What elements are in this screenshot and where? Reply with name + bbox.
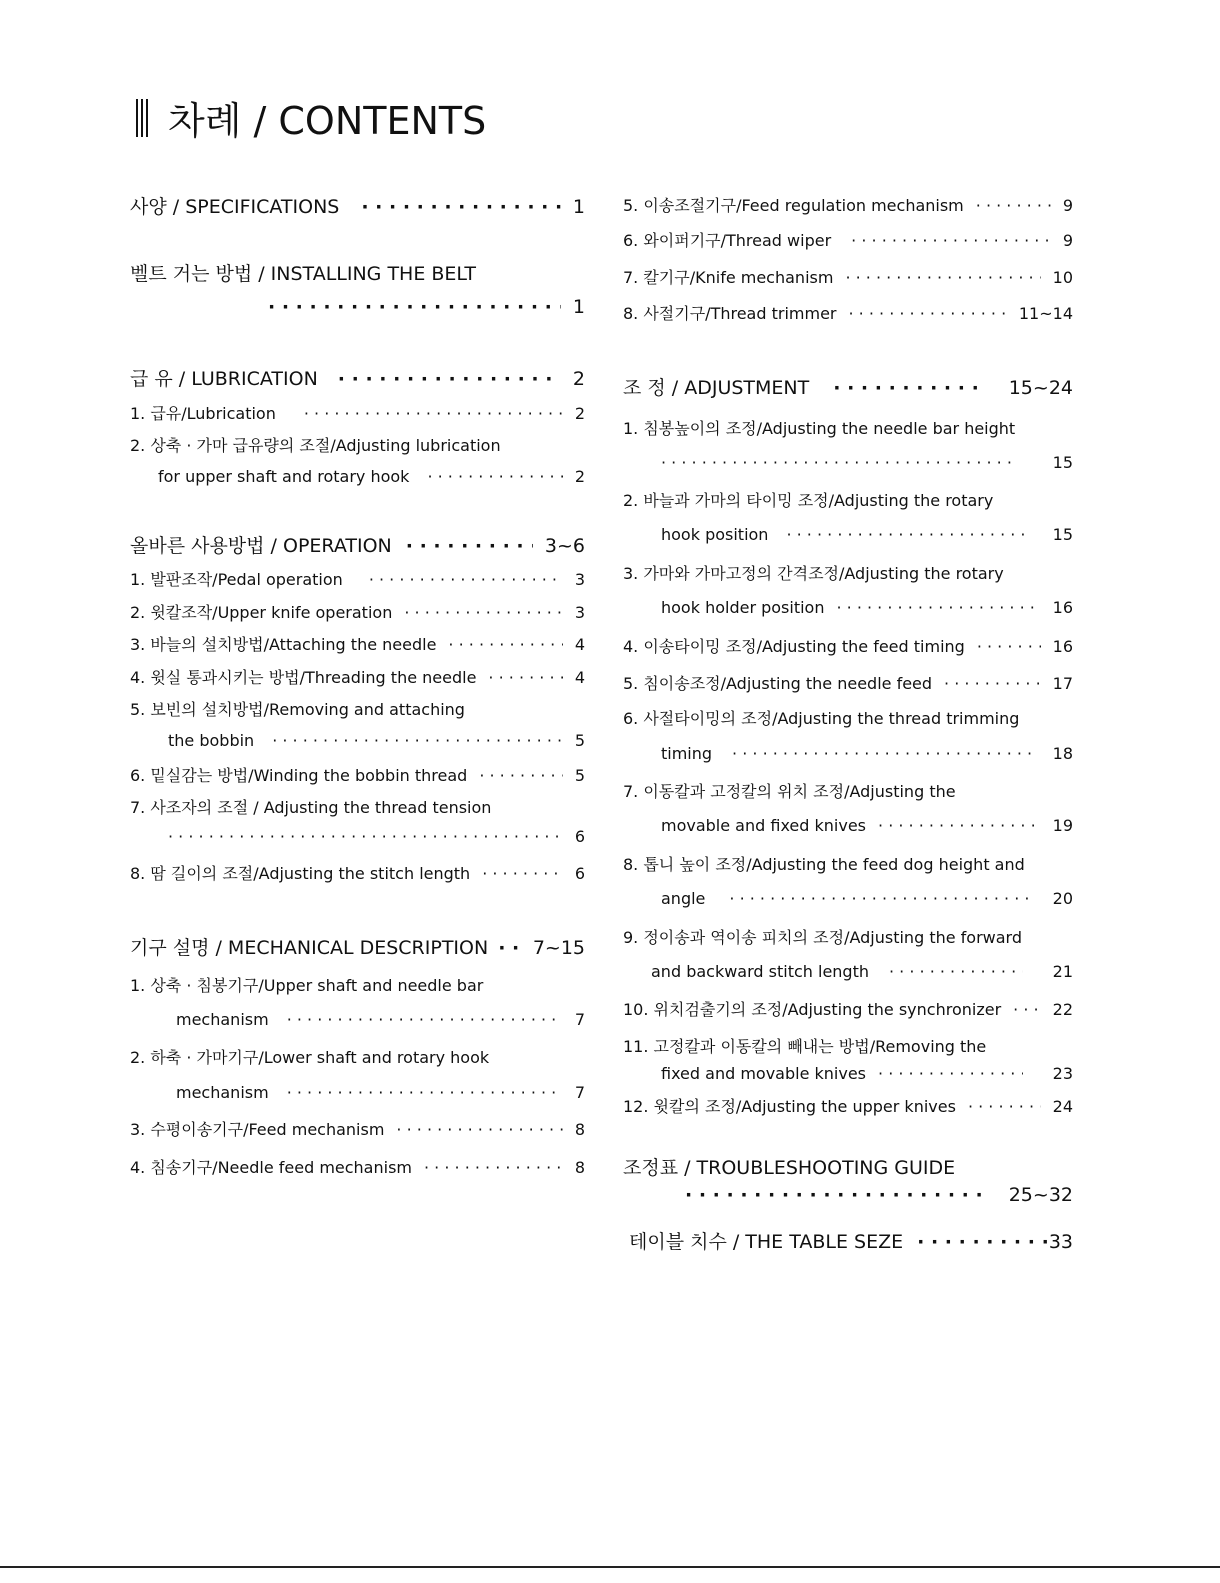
bottom-rule (0, 1566, 1220, 1568)
toc-item-knife-mechanism[interactable]: 7. 칼기구/Knife mechanism · · · 10 (623, 265, 1073, 288)
toc-item-tension[interactable]: 7. 사조자의 조절 / Adjusting the thread tension (130, 798, 492, 817)
toc-item-upper-shaft[interactable]: 1. 상축 · 침봉기구/Upper shaft and needle bar (130, 976, 484, 995)
page-title: 차례 / CONTENTS (168, 99, 487, 143)
toc-entry-troubleshooting[interactable]: 조정표 / TROUBLESHOOTING GUIDE (623, 1157, 956, 1179)
toc-item-lub2[interactable]: 2. 상축 · 가마 급유량의 조절/Adjusting lubrication (130, 436, 501, 455)
toc-item-trimming-timing[interactable]: 6. 사절타이밍의 조정/Adjusting the thread trimming (623, 709, 1020, 728)
toc-item-synchronizer[interactable]: 10. 위치검출기의 조정/Adjusting the synchronizer · · · 22 (623, 997, 1073, 1020)
toc-item-stitch-pitch-cont: and backward stitch length · · · 21 (651, 962, 1073, 981)
toc-item-pedal[interactable]: 1. 발판조작/Pedal operation · · · 3 (130, 567, 585, 590)
toc-item-lub2-cont: for upper shaft and rotary hook · · · 2 (158, 467, 585, 486)
toc-item-feed-mechanism[interactable]: 3. 수평이송기구/Feed mechanism · · · 8 (130, 1117, 585, 1140)
toc-item-needle-feed-mechanism[interactable]: 4. 침송기구/Needle feed mechanism · · · 8 (130, 1155, 585, 1178)
toc-entry-operation[interactable]: 올바른 사용방법 / OPERATION · · · 3~6 (130, 531, 585, 558)
toc-item-thread-wiper[interactable]: 6. 와이퍼기구/Thread wiper · · · 9 (623, 228, 1073, 251)
toc-item-tension-cont: · · · 6 (168, 827, 585, 846)
toc-item-upper-shaft-cont: mechanism · · · 7 (176, 1010, 585, 1029)
toc-item-upper-knives[interactable]: 12. 윗칼의 조정/Adjusting the upper knives · · · 24 (623, 1094, 1073, 1117)
toc-item-stitch-length[interactable]: 8. 땀 길이의 조절/Adjusting the stitch length · · · 6 (130, 861, 585, 884)
toc-entry-belt[interactable]: 벨트 거는 방법 / INSTALLING THE BELT (130, 263, 476, 285)
toc-item-bobbin-cont: the bobbin · · · 5 (168, 731, 585, 750)
toc-item-rotary-holder-cont: hook holder position · · · 16 (661, 598, 1073, 617)
toc-item-winding[interactable]: 6. 밑실감는 방법/Winding the bobbin thread · · · 5 (130, 763, 585, 786)
toc-item-thread-trimmer[interactable]: 8. 사절기구/Thread trimmer · · · 11~14 (623, 301, 1073, 324)
toc-item-rotary-timing-cont: hook position · · · 15 (661, 525, 1073, 544)
toc-item-knife-position[interactable]: 7. 이동칼과 고정칼의 위치 조정/Adjusting the (623, 782, 956, 801)
toc-item-knife-position-cont: movable and fixed knives · · · 19 (661, 816, 1073, 835)
toc-item-bobbin[interactable]: 5. 보빈의 설치방법/Removing and attaching (130, 700, 465, 719)
toc-item-feed-timing[interactable]: 4. 이송타이밍 조정/Adjusting the feed timing · · · 16 (623, 634, 1073, 657)
toc-item-rotary-timing[interactable]: 2. 바늘과 가마의 타이밍 조정/Adjusting the rotary (623, 491, 994, 510)
title-bars-icon (136, 99, 148, 137)
toc-item-lower-shaft[interactable]: 2. 하축 · 가마기구/Lower shaft and rotary hook (130, 1048, 490, 1067)
toc-item-upper-knife[interactable]: 2. 윗칼조작/Upper knife operation · · · 3 (130, 600, 585, 623)
toc-item-feed-dog[interactable]: 8. 톱니 높이 조정/Adjusting the feed dog height and (623, 855, 1025, 874)
toc-item-needle-bar-height-cont: · · · 15 (661, 453, 1073, 472)
toc-item-needle-bar-height[interactable]: 1. 침봉높이의 조정/Adjusting the needle bar height (623, 419, 1016, 438)
toc-entry-belt-dots: · · · 1 (268, 296, 585, 318)
toc-item-threading[interactable]: 4. 윗실 통과시키는 방법/Threading the needle · · · 4 (130, 665, 585, 688)
toc-entry-mechanical[interactable]: 기구 설명 / MECHANICAL DESCRIPTION · · · 7~15 (130, 933, 585, 960)
toc-item-lubrication[interactable]: 1. 급유/Lubrication · · · 2 (130, 401, 585, 424)
toc-entry-specifications[interactable]: 사양 / SPECIFICATIONS · · · 1 (130, 192, 585, 219)
toc-item-remove-knives-cont: fixed and movable knives · · · 23 (661, 1064, 1073, 1083)
toc-item-trimming-timing-cont: timing · · · 18 (661, 744, 1073, 763)
toc-entry-table-size[interactable]: 테이블 치수 / THE TABLE SEZE · · · 33 (629, 1227, 1073, 1254)
toc-item-stitch-pitch[interactable]: 9. 정이송과 역이송 피치의 조정/Adjusting the forward (623, 928, 1023, 947)
toc-item-needle-feed[interactable]: 5. 침이송조정/Adjusting the needle feed · · · 17 (623, 671, 1073, 694)
toc-item-remove-knives[interactable]: 11. 고정칼과 이동칼의 빼내는 방법/Removing the (623, 1037, 987, 1056)
toc-item-needle[interactable]: 3. 바늘의 설치방법/Attaching the needle · · · 4 (130, 632, 585, 655)
toc-item-feed-regulation[interactable]: 5. 이송조절기구/Feed regulation mechanism · · · 9 (623, 193, 1073, 216)
toc-entry-lubrication[interactable]: 급 유 / LUBRICATION · · · 2 (130, 364, 585, 391)
toc-entry-troubleshooting-cont: · · · 25~32 (685, 1184, 1073, 1206)
toc-item-lower-shaft-cont: mechanism · · · 7 (176, 1083, 585, 1102)
contents-title (136, 90, 486, 145)
toc-item-feed-dog-cont: angle · · · 20 (661, 889, 1073, 908)
toc-entry-adjustment[interactable]: 조 정 / ADJUSTMENT · · · 15~24 (623, 373, 1073, 400)
toc-item-rotary-holder[interactable]: 3. 가마와 가마고정의 간격조정/Adjusting the rotary (623, 564, 1004, 583)
